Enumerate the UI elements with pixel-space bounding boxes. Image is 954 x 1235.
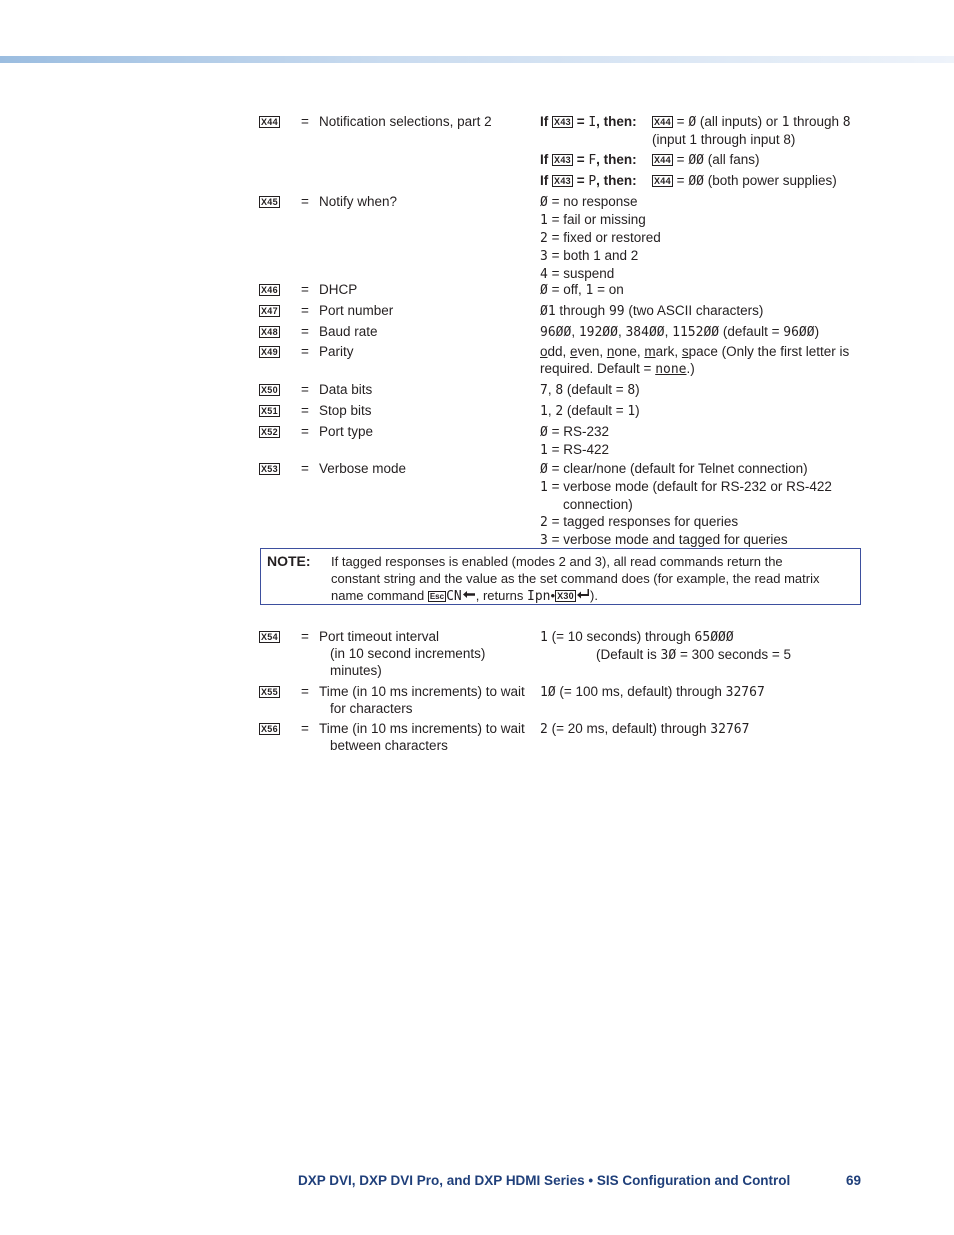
variable-box: X45 xyxy=(261,197,278,207)
return-icon xyxy=(576,588,590,600)
variable-box: X56 xyxy=(261,724,278,734)
page-number: 69 xyxy=(846,1173,862,1188)
variable-box: X54 xyxy=(261,632,278,642)
value-cell: 96ØØ, 192ØØ, 384ØØ, 1152ØØ (default = 96ØØ) xyxy=(540,324,820,340)
variable-box: X44 xyxy=(261,117,278,127)
note-text: If tagged responses is enabled (modes 2 and 3), all read commands return the constant string and the value as the set command does (for example, the read matrix name command Esc CN , returns Ipn• X30 ). xyxy=(331,554,820,604)
footer-title: DXP DVI, DXP DVI Pro, and DXP HDMI Series • SIS Configuration and Control xyxy=(298,1173,791,1188)
value-cell: 1, 2 (default = 1) xyxy=(540,403,640,419)
variable-box: X47 xyxy=(261,306,278,316)
value-cell: 1 (= 10 seconds) through 65ØØØ (Default is 3Ø = 300 seconds = 5 xyxy=(540,629,792,663)
variable-box: X55 xyxy=(261,687,278,697)
note-box xyxy=(260,548,861,605)
value-cell: Ø = RS-232 1 = RS-422 xyxy=(540,424,609,458)
value-cell: 1Ø (= 100 ms, default) through 32767 xyxy=(540,684,765,700)
variable-box: X49 xyxy=(261,347,278,357)
value-cell: Ø = clear/none (default for Telnet connection) 1 = verbose mode (default for RS-232 or RS-422 connection) 2 = tagged responses for queries 3 = verbose mode and tagged for queries xyxy=(540,461,832,548)
left-arrow-icon xyxy=(462,590,476,599)
value-cell: If X43 = I, then: X44 = Ø (all inputs) or 1 through 8 (input 1 through input 8) If X43 = F, then: X44 = ØØ (all fans) If X43 = P, then: X44 = ØØ (both power supplies) xyxy=(540,114,851,189)
variable-box: X50 xyxy=(261,385,278,395)
value-cell: 2 (= 20 ms, default) through 32767 xyxy=(540,721,750,737)
value-cell: odd, even, none, mark, space (Only the first letter is required. Default = none.) xyxy=(540,344,850,377)
variable-box: X53 xyxy=(261,464,278,474)
value-cell: Ø1 through 99 (two ASCII characters) xyxy=(540,303,764,319)
header-accent-bar xyxy=(0,56,954,63)
variable-box: X48 xyxy=(261,327,278,337)
value-cell: Ø = off, 1 = on xyxy=(540,282,624,298)
value-cell: Ø = no response 1 = fail or missing 2 = fixed or restored 3 = both 1 and 2 4 = suspend xyxy=(540,194,661,282)
variable-box: X52 xyxy=(261,427,278,437)
variable-box: X51 xyxy=(261,406,278,416)
value-cell: 7, 8 (default = 8) xyxy=(540,382,640,398)
note-label: NOTE: xyxy=(267,553,311,569)
esc-key: Esc xyxy=(429,592,445,601)
variable-box: X46 xyxy=(261,285,278,295)
